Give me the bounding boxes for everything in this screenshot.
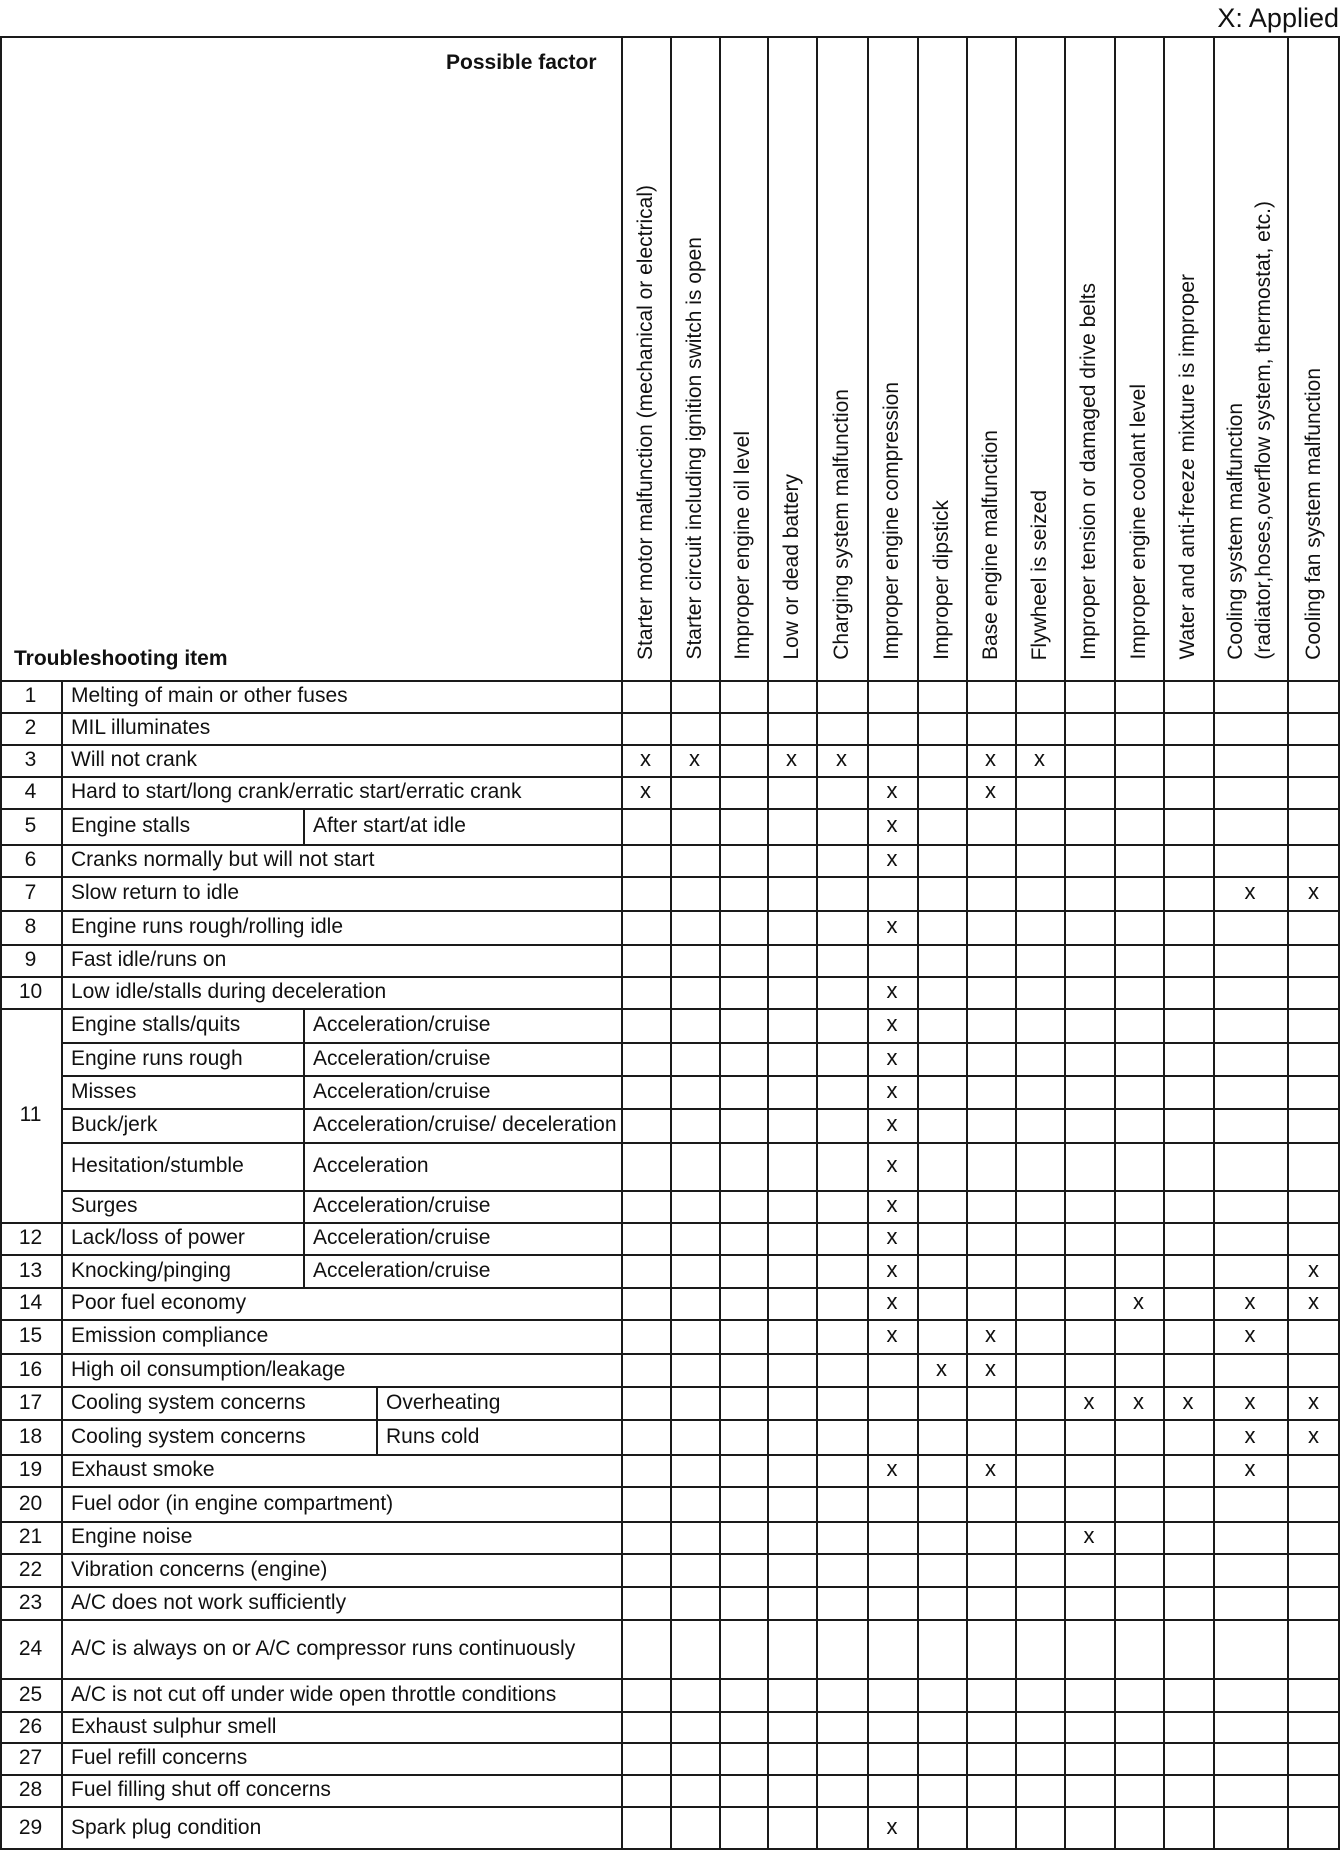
- troubleshooting-item: Exhaust sulphur smell: [71, 1714, 277, 1738]
- troubleshooting-item: Engine stalls: [71, 814, 191, 837]
- applied-mark: x: [640, 778, 651, 803]
- factor-header-11: [1114, 38, 1163, 680]
- row-number: 21: [18, 1525, 43, 1548]
- row-number: 29: [18, 1815, 43, 1839]
- factor-label: Improper tension or damaged drive belts: [1077, 282, 1100, 660]
- troubleshooting-item: Slow return to idle: [71, 881, 240, 904]
- troubleshooting-item: Low idle/stalls during deceleration: [71, 980, 387, 1003]
- applied-mark: x: [886, 1813, 898, 1839]
- row-number: 2: [24, 716, 37, 739]
- applied-mark: x: [886, 1011, 898, 1036]
- applied-mark: x: [886, 1044, 898, 1070]
- factor-header-3: [719, 38, 767, 680]
- applied-mark: x: [985, 1322, 996, 1347]
- row-number: 20: [18, 1491, 43, 1515]
- row-number: 5: [24, 814, 37, 837]
- possible-factor-heading: Possible factor: [446, 51, 597, 74]
- row-number: 22: [18, 1557, 43, 1581]
- condition-divider: [303, 1142, 305, 1190]
- applied-mark: x: [1244, 879, 1256, 904]
- applied-mark: x: [1308, 1289, 1319, 1314]
- row-number: 1: [24, 684, 37, 707]
- applied-mark: x: [1244, 1289, 1256, 1314]
- troubleshooting-item: Engine stalls/quits: [71, 1013, 241, 1036]
- applied-mark: x: [1133, 1388, 1144, 1414]
- factor-label: Improper dipstick: [930, 500, 953, 660]
- factor-label: Starter circuit including ignition switch is open: [683, 237, 706, 660]
- troubleshooting-item: Fuel refill concerns: [71, 1746, 248, 1769]
- troubleshooting-item: Engine runs rough: [71, 1046, 243, 1070]
- applied-mark: x: [886, 1256, 898, 1282]
- factor-header-9: [1015, 38, 1064, 680]
- troubleshooting-item: Fuel filling shut off concerns: [71, 1778, 331, 1801]
- applied-mark: x: [786, 746, 797, 771]
- applied-mark: x: [985, 746, 996, 771]
- applied-mark: x: [886, 778, 898, 803]
- row-number: 23: [18, 1590, 43, 1614]
- applied-mark: x: [1182, 1388, 1194, 1414]
- troubleshooting-item: Hard to start/long crank/erratic start/erratic crank: [71, 780, 522, 803]
- applied-mark: x: [1244, 1456, 1256, 1481]
- row-number: 28: [18, 1778, 43, 1801]
- factor-header-14: [1287, 38, 1340, 680]
- troubleshooting-item: A/C is always on or A/C compressor runs continuously: [71, 1636, 576, 1660]
- factor-header-13: [1213, 38, 1287, 680]
- applied-mark: x: [886, 812, 898, 837]
- legend-applied: X: Applied: [1217, 3, 1339, 33]
- troubleshooting-item: Buck/jerk: [71, 1113, 158, 1136]
- factor-label: Improper engine coolant level: [1127, 384, 1150, 660]
- factor-label: Cooling fan system malfunction: [1302, 368, 1325, 660]
- troubleshooting-item: MIL illuminates: [71, 716, 211, 739]
- row-number: 7: [24, 881, 37, 904]
- troubleshooting-item: Engine noise: [71, 1525, 193, 1548]
- row-number: 26: [18, 1714, 43, 1738]
- row-number: 10: [18, 980, 43, 1003]
- condition-text: Acceleration/cruise: [313, 1258, 491, 1282]
- applied-mark: x: [689, 746, 700, 771]
- factor-label: Charging system malfunction: [830, 389, 853, 660]
- row-number: 12: [18, 1226, 43, 1249]
- troubleshooting-item: Vibration concerns (engine): [71, 1557, 328, 1581]
- troubleshooting-item-heading: Troubleshooting item: [14, 647, 228, 670]
- applied-mark: x: [1034, 746, 1045, 771]
- applied-mark: x: [1308, 879, 1319, 904]
- row-number: 9: [24, 948, 37, 971]
- condition-text: Overheating: [386, 1390, 501, 1414]
- condition-divider: [303, 808, 305, 844]
- row-number: 15: [18, 1324, 43, 1347]
- condition-text: Acceleration: [313, 1154, 429, 1177]
- factor-label: Base engine malfunction: [979, 430, 1002, 660]
- factor-header-6: [867, 38, 917, 680]
- troubleshooting-item: A/C does not work sufficiently: [71, 1590, 347, 1614]
- troubleshooting-item: Knocking/pinging: [71, 1258, 231, 1282]
- applied-mark: x: [1083, 1388, 1095, 1414]
- applied-mark: x: [886, 846, 898, 871]
- row-number: 4: [24, 780, 37, 803]
- troubleshooting-item: Will not crank: [71, 748, 198, 771]
- applied-mark: x: [985, 778, 996, 803]
- condition-text: Acceleration/cruise: [313, 1194, 491, 1217]
- factor-label: Low or dead battery: [780, 474, 803, 660]
- troubleshooting-item: A/C is not cut off under wide open throttle conditions: [71, 1682, 557, 1706]
- applied-mark: x: [886, 1077, 898, 1103]
- condition-text: Runs cold: [386, 1424, 480, 1448]
- troubleshooting-item: Fuel odor (in engine compartment): [71, 1491, 394, 1515]
- row-number: 24: [18, 1636, 43, 1660]
- troubleshooting-item: Poor fuel economy: [71, 1291, 247, 1314]
- applied-mark: x: [886, 1224, 898, 1249]
- factor-header-4: [767, 38, 816, 680]
- condition-text: Acceleration/cruise: [313, 1226, 491, 1249]
- row-number: 3: [24, 748, 37, 771]
- applied-mark: x: [886, 913, 898, 938]
- applied-mark: x: [1308, 1422, 1319, 1448]
- applied-mark: x: [836, 746, 847, 771]
- troubleshooting-item: Engine runs rough/rolling idle: [71, 915, 344, 938]
- condition-divider: [303, 1222, 305, 1254]
- troubleshooting-item: Surges: [71, 1194, 138, 1217]
- factor-label: Flywheel is seized: [1028, 489, 1051, 660]
- troubleshooting-item: Cranks normally but will not start: [71, 848, 375, 871]
- troubleshooting-item: Cooling system concerns: [71, 1390, 306, 1414]
- condition-divider: [303, 1008, 305, 1042]
- number-column-divider: [61, 680, 63, 1849]
- troubleshooting-item: Hesitation/stumble: [71, 1154, 244, 1177]
- row-number: 14: [18, 1291, 43, 1314]
- factor-header-10: [1064, 38, 1114, 680]
- applied-mark: x: [1083, 1523, 1095, 1548]
- row-number: 8: [24, 915, 37, 938]
- troubleshooting-item: Fast idle/runs on: [71, 948, 227, 971]
- applied-mark: x: [886, 1322, 898, 1347]
- applied-mark: x: [640, 746, 651, 771]
- condition-divider: [303, 1190, 305, 1222]
- applied-mark: x: [1244, 1388, 1256, 1414]
- applied-mark: x: [886, 1192, 898, 1217]
- factor-header-2: [670, 38, 719, 680]
- factor-header-1: [621, 38, 670, 680]
- applied-mark: x: [886, 978, 898, 1003]
- factor-header-5: [816, 38, 867, 680]
- applied-mark: x: [985, 1456, 996, 1481]
- factor-header-7: [917, 38, 966, 680]
- condition-text: After start/at idle: [313, 814, 466, 837]
- applied-mark: x: [886, 1111, 898, 1136]
- condition-text: Acceleration/cruise: [313, 1079, 491, 1103]
- condition-text: Acceleration/cruise/ deceleration: [313, 1113, 617, 1136]
- row-number: 6: [24, 848, 37, 871]
- applied-mark: x: [1244, 1322, 1256, 1347]
- condition-text: Acceleration/cruise: [313, 1013, 491, 1036]
- row-number: 17: [18, 1390, 43, 1414]
- condition-divider: [303, 1254, 305, 1287]
- row-number: 16: [18, 1357, 43, 1381]
- factor-label: Cooling system malfunction: [1224, 403, 1247, 660]
- row-number: 19: [18, 1458, 43, 1481]
- applied-mark: x: [1308, 1256, 1319, 1282]
- applied-mark: x: [886, 1152, 898, 1177]
- applied-mark: x: [1308, 1388, 1319, 1414]
- condition-divider: [376, 1386, 378, 1419]
- condition-divider: [303, 1108, 305, 1142]
- row-number: 13: [18, 1258, 43, 1282]
- troubleshooting-item: Lack/loss of power: [71, 1226, 245, 1249]
- factor-label-line2: (radiator,hoses,overflow system, thermostat, etc.): [1252, 201, 1275, 660]
- row-number: 25: [18, 1682, 43, 1706]
- troubleshooting-item: Emission compliance: [71, 1324, 269, 1347]
- troubleshooting-item: Spark plug condition: [71, 1815, 262, 1839]
- applied-mark: x: [985, 1355, 996, 1381]
- factor-label: Water and anti-freeze mixture is improper: [1176, 274, 1199, 660]
- applied-mark: x: [886, 1456, 898, 1481]
- applied-mark: x: [1244, 1422, 1256, 1448]
- troubleshooting-item: High oil consumption/leakage: [71, 1357, 346, 1381]
- factor-header-8: [966, 38, 1015, 680]
- condition-divider: [303, 1042, 305, 1075]
- factor-header-12: [1163, 38, 1213, 680]
- troubleshooting-item: Exhaust smoke: [71, 1458, 215, 1481]
- factor-label: Starter motor malfunction (mechanical or electrical): [634, 184, 657, 660]
- troubleshooting-item: Cooling system concerns: [71, 1424, 306, 1448]
- condition-divider: [303, 1075, 305, 1108]
- condition-text: Acceleration/cruise: [313, 1046, 491, 1070]
- factor-label: Improper engine oil level: [731, 431, 754, 660]
- troubleshooting-item: Misses: [71, 1079, 137, 1103]
- row-number: 27: [18, 1746, 43, 1769]
- condition-divider: [376, 1419, 378, 1454]
- applied-mark: x: [936, 1355, 947, 1381]
- row-number: 18: [18, 1424, 43, 1448]
- troubleshooting-item: Melting of main or other fuses: [71, 684, 348, 707]
- row-number: 11: [19, 1103, 42, 1126]
- factor-label: Improper engine compression: [880, 382, 903, 660]
- applied-mark: x: [886, 1289, 898, 1314]
- applied-mark: x: [1133, 1289, 1144, 1314]
